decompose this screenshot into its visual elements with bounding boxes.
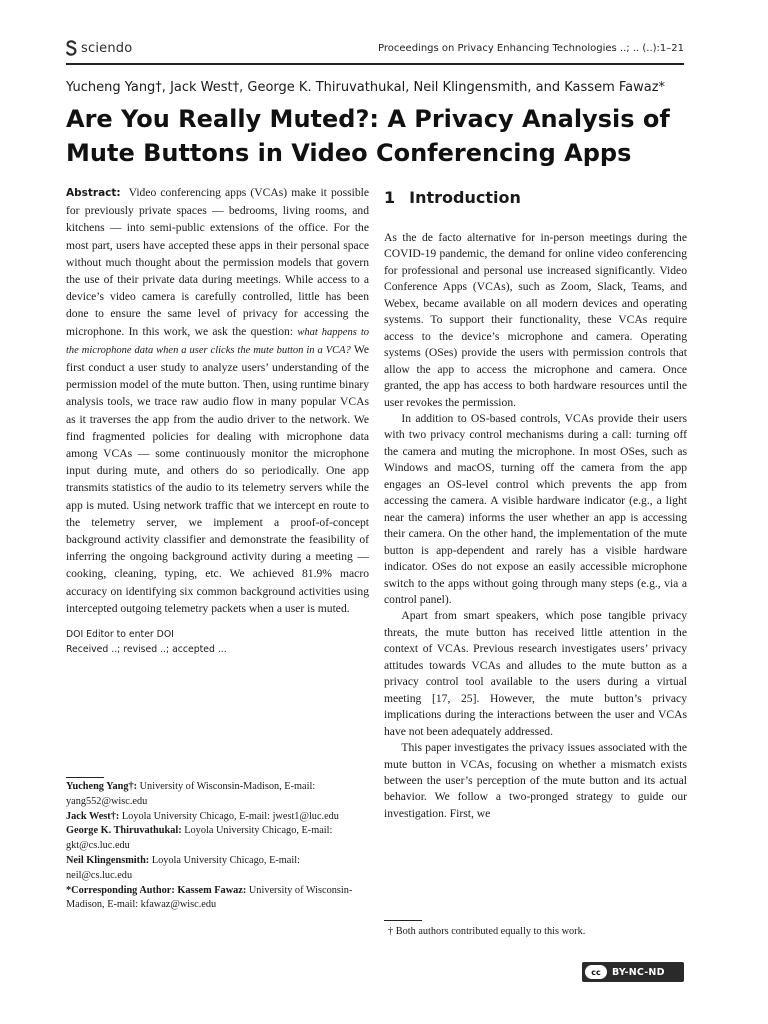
intro-paragraph-1: As the de facto alternative for in-person meetings during the COVID-19 pandemic, the demand for online video conferencing for professional and personal use increased significantly. Video Conference Apps (VCAs), such as Zoom, Slack, Teams, and Webex, became available on all modern devices and operating systems. To support their functionality, these VCAs require access to the device’s microphone and camera. Operating systems (OSes) provide the users with permission controls that allow the app to access the microphone and camera. Once granted, the app has access to both hardware resources until the user revokes the permission. xyxy=(384,231,687,409)
right-column xyxy=(384,186,687,822)
affiliation-note xyxy=(66,810,366,825)
author-list: Yucheng Yang†, Jack West†, George K. Thiruvathukal, Neil Klingensmith, and Kassem Fawaz* xyxy=(66,80,666,95)
abstract xyxy=(66,184,369,617)
intro-paragraph-4: This paper investigates the privacy issues associated with the mute button in VCAs, focusing on whether a mismatch exists between the user’s perception of the mute button and its actual behavior. We follow a two-pronged strategy to guide our investigation. First, we xyxy=(384,741,687,820)
abstract-label: Abstract: xyxy=(66,187,121,199)
affiliation-detail: Loyola University Chicago, E-mail: neil@cs.luc.edu xyxy=(66,854,300,881)
license-label: BY-NC-ND xyxy=(612,966,665,978)
abstract-question: what happens to the microphone data when a user clicks the mute button in a VCA? xyxy=(66,326,369,356)
journal-citation: Proceedings on Privacy Enhancing Technologies ..; .. (..):1–21 xyxy=(378,43,684,54)
affiliation-detail: University of Wisconsin-Madison, E-mail: kfawaz@wisc.edu xyxy=(66,884,353,911)
received-line: Received ..; revised ..; accepted ... xyxy=(66,644,227,656)
footnote-rule-right xyxy=(384,920,422,921)
sciendo-mark-icon xyxy=(66,40,77,56)
affiliation-note xyxy=(66,824,366,854)
creative-commons-icon: cc xyxy=(585,965,607,979)
affiliation-note xyxy=(66,854,366,884)
intro-paragraph-3: Apart from smart speakers, which pose tangible privacy threats, the mute button has received little attention in the context of VCAs. Previous research investigates users’ privacy attitudes towards VCAs and alludes to the mute button as a privacy control tool available to the users during a virtual meeting [17, 25]. However, the mute button’s privacy implications during the interactions between the user and VCAs have not been adequately addressed. xyxy=(384,609,687,738)
equal-contribution-footnote: † Both authors contributed equally to this work. xyxy=(388,926,586,937)
paper-title: Are You Really Muted?: A Privacy Analysis of Mute Buttons in Video Conferencing Apps xyxy=(66,105,670,167)
affiliation-name: George K. Thiruvathukal: xyxy=(66,825,182,837)
doi-line: DOI Editor to enter DOI xyxy=(66,629,174,641)
footnote-rule-left xyxy=(66,777,104,778)
intro-paragraph-2: In addition to OS-based controls, VCAs provide their users with two privacy control mechanisms during a call: turning off the camera and muting the microphone. In most OSes, such as Windows and macOS, turning off the camera from the app engages an OS-level control which prevents the app from accessing the camera. A visible hardware indicator (e.g., a light near the camera) informs the user whether an app is accessing their camera. On the other hand, the implementation of the mute button is app-dependent and rarely has a visible hardware indicator. OSes do not expose an easily accessible microphone switch to the apps without going through many steps (e.g., via a control panel). xyxy=(384,411,687,606)
abstract-text-b: We first conduct a user study to analyze users’ understanding of the permission model of the mute button. Then, using runtime binary analysis tools, we trace raw audio flow in many popular VCAs as it traverses the app from the audio driver to the network. We find fragmented policies for dealing with microphone data among VCAs — some continuously monitor the microphone input during mute, and others do so periodically. One app transmits statistics of the audio to its telemetry servers while the app is muted. Using network traffic that we intercept en route to the telemetry server, we implement a proof-of-concept background activity classifier and demonstrate the feasibility of inferring the ongoing background activity during a meeting — cooking, cleaning, typing, etc. We achieved 81.9% macro accuracy on identifying six common background activities using intercepted outgoing telemetry packets when a user is muted. xyxy=(66,342,370,615)
doi-block xyxy=(66,627,369,657)
section-number: 1 xyxy=(384,188,396,207)
affiliation-name: *Corresponding Author: Kassem Fawaz: xyxy=(66,884,247,896)
affiliation-name: Neil Klingensmith: xyxy=(66,854,150,866)
affiliation-name: Jack West†: xyxy=(66,810,120,822)
author-affiliations xyxy=(66,780,366,913)
left-column xyxy=(66,184,369,657)
affiliation-detail: Loyola University Chicago, E-mail: gkt@cs.luc.edu xyxy=(66,825,333,852)
affiliation-note xyxy=(66,780,366,810)
section-heading xyxy=(384,186,687,210)
header-rule xyxy=(66,63,684,65)
cc-license-badge[interactable] xyxy=(582,962,684,982)
affiliation-note xyxy=(66,884,366,914)
section-title: Introduction xyxy=(409,188,521,207)
publisher-logo xyxy=(66,40,132,56)
affiliation-name: Yucheng Yang†: xyxy=(66,781,138,792)
abstract-text-a: Video conferencing apps (VCAs) make it possible for previously private spaces — bedrooms, living rooms, and kitchens — into semi-public extensions of the office. For the most part, users have accepted these apps in their personal space without much thought about the permission models that govern the use of their private data during meetings. While access to a device’s video camera is carefully controlled, little has been done to ensure the same level of privacy for accessing the microphone. In this work, we ask the question: xyxy=(66,186,369,338)
affiliation-detail: Loyola University Chicago, E-mail: jwest1@luc.edu xyxy=(119,810,339,822)
logo-text: sciendo xyxy=(81,40,133,56)
affiliation-detail: University of Wisconsin-Madison, E-mail: yang552@wisc.edu xyxy=(66,781,316,807)
